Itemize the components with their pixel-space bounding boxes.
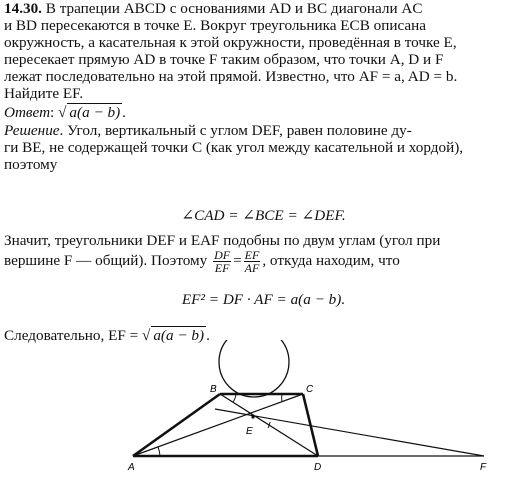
fraction-ef-af — [244, 249, 261, 274]
fraction-1-numerator: DF — [214, 248, 231, 262]
solution-text-5b: , откуда находим, что — [262, 251, 400, 269]
solution-text-2 — [4, 232, 524, 249]
label-a: A — [128, 462, 135, 473]
problem-number: 14.30. — [4, 0, 42, 17]
problem-line-4: пересекает прямую AD в точке F таким образом, что точки A, D и F — [4, 51, 444, 68]
conclusion-text: Следовательно, EF = — [4, 327, 142, 344]
problem-line-1 — [4, 0, 524, 17]
answer-radicand: a(a − b) — [69, 104, 121, 121]
problem-line-5: лежат последовательно на этой прямой. Известно, что AF = a, AD = b. — [4, 68, 458, 85]
conclusion-radicand: a(a − b) — [153, 327, 205, 344]
equation-ef-squared: EF² = DF · AF = a(a − b). — [181, 291, 346, 308]
label-f: F — [480, 462, 487, 473]
answer-radical: √ — [58, 104, 67, 121]
answer-end: . — [122, 104, 126, 121]
circumcircle — [219, 340, 289, 397]
solution-text-1: . Угол, вертикальный с углом DEF, равен половине ду- — [59, 122, 412, 139]
label-d: D — [314, 462, 322, 473]
solution-line-1 — [4, 122, 524, 139]
tangent-ef — [215, 409, 484, 456]
angle-arc-a — [158, 447, 160, 456]
solution-line-2: ги BE, не содержащей точки C (как угол между касательной и хордой), — [4, 139, 464, 156]
label-c: C — [306, 384, 314, 395]
problem-text-1: В трапеции ABCD с основаниями AD и BC диагонали AC — [45, 0, 423, 17]
point-e — [251, 415, 254, 418]
fraction-1-denominator: EF — [214, 261, 230, 275]
fraction-equals: = — [233, 251, 242, 269]
fraction-2-numerator: EF — [244, 248, 260, 262]
geometry-figure — [0, 340, 527, 500]
problem-statement — [4, 0, 524, 102]
answer-label: Ответ — [4, 104, 51, 121]
solution-label: Решение — [4, 122, 60, 139]
solution-text — [4, 122, 524, 173]
equation-angles: ∠CAD = ∠BCE = ∠DEF. — [181, 207, 346, 224]
answer-colon: : — [50, 104, 55, 121]
side-ab — [133, 394, 220, 456]
label-e: E — [246, 426, 253, 437]
conclusion-radical: √ — [141, 327, 151, 344]
solution-line-3: поэтому — [4, 156, 58, 173]
conclusion-end: . — [206, 327, 210, 344]
fraction-2-denominator: AF — [244, 261, 260, 275]
problem-line-6: Найдите EF. — [4, 85, 84, 102]
solution-text-5a: вершине F — общий). Поэтому — [4, 251, 208, 269]
solution-line-4: Значит, треугольники DEF и EAF подобны по двум углам (угол при — [4, 232, 441, 249]
fraction-df-ef — [213, 249, 231, 274]
diagonal-ac — [133, 394, 303, 456]
solution-line-5 — [4, 249, 524, 277]
answer-line — [4, 103, 524, 121]
problem-line-2: и BD пересекаются в точке E. Вокруг треугольника ECB описана — [4, 17, 427, 34]
label-b: B — [210, 384, 217, 395]
problem-line-3: окружность, а касательная к этой окружности, проведённая в точке E, — [4, 34, 457, 51]
